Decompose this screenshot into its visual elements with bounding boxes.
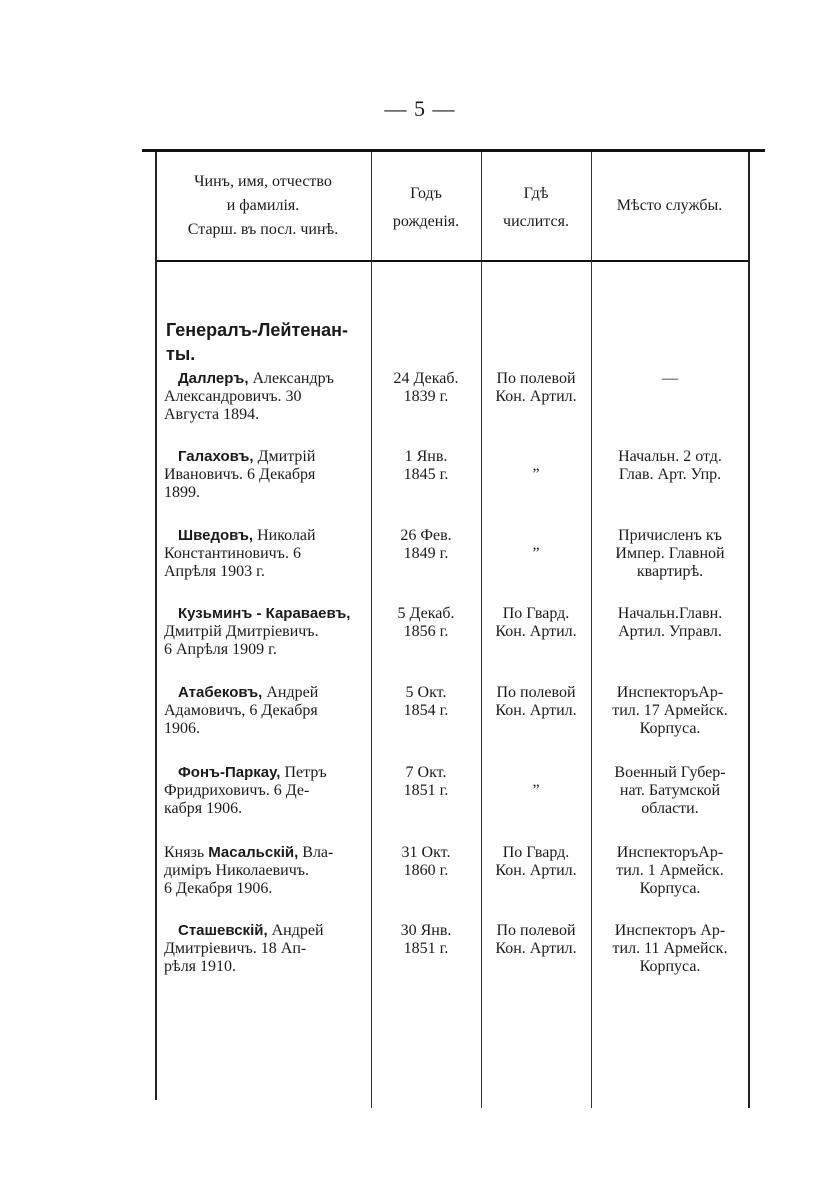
officer-name: Князь Масальскій, Вла- диміръ Николаевичъ. 6 Декабря 1906.	[164, 844, 334, 897]
officer-name: Кузьминъ - Караваевъ, Дмитрій Дмитріевичъ. 6 Апрѣля 1909 г.	[164, 605, 351, 658]
page-number: — 5 —	[384, 96, 456, 121]
table-row	[0, 605, 840, 675]
birth-year: 5 Декаб. 1856 г.	[397, 605, 455, 640]
officer-name: Фонъ-Паркау, Петръ Фридриховичъ. 6 Де- кабря 1906.	[164, 764, 327, 817]
place-of-service: ИнспекторъАр- тил. 1 Армейск. Корпуса.	[616, 844, 724, 897]
officer-name: Галаховъ, Дмитрій Ивановичъ. 6 Декабря 1899.	[164, 448, 316, 501]
birth-year: 30 Янв. 1851 г.	[400, 922, 452, 957]
place-of-service: Военный Губер- нат. Батумской области.	[614, 764, 726, 817]
header-listed-where: Гдѣ числится.	[503, 185, 569, 230]
officer-name: Шведовъ, Николай Константиновичъ. 6 Апрѣля 1903 г.	[164, 527, 316, 580]
place-of-service: Начальн. 2 отд. Глав. Арт. Упр.	[618, 448, 722, 483]
birth-year: 7 Окт. 1851 г.	[403, 764, 449, 799]
ditto-mark: „	[532, 773, 540, 790]
table-row	[0, 764, 840, 834]
header-rank-name: Чинъ, имя, отчество и фамилія. Старш. въ посл. чинѣ.	[187, 173, 339, 238]
birth-year: 31 Окт. 1860 г.	[401, 844, 451, 879]
table-row	[0, 370, 840, 440]
table-row	[0, 684, 840, 754]
header-place-of-service: Мѣсто службы.	[616, 197, 723, 214]
table-row	[0, 448, 840, 518]
listed-where: По Гвард. Кон. Артил.	[495, 605, 577, 640]
place-of-service: Причисленъ къ Импер. Главной квартирѣ.	[615, 527, 725, 580]
place-of-service: Начальн.Главн. Артил. Управл.	[617, 605, 723, 640]
table-row	[0, 527, 840, 597]
header-bottom-rule	[155, 260, 748, 262]
place-of-service: Инспекторъ Ар- тил. 11 Армейск. Корпуса.	[612, 922, 728, 975]
table-top-rule	[142, 149, 765, 152]
ditto-mark: „	[532, 457, 540, 474]
listed-where: По полевой Кон. Артил.	[495, 370, 577, 405]
listed-where: По Гвард. Кон. Артил.	[495, 844, 577, 879]
birth-year: 5 Окт. 1854 г.	[403, 684, 449, 719]
officer-name: Даллеръ, Александръ Александровичъ. 30 Августа 1894.	[164, 370, 334, 423]
officer-name: Сташевскій, Андрей Дмитріевичъ. 18 Ап- рѣля 1910.	[164, 922, 324, 975]
officer-name: Атабековъ, Андрей Адамовичъ, 6 Декабря 1906.	[164, 684, 319, 737]
listed-where: По полевой Кон. Артил.	[495, 922, 577, 957]
birth-year: 24 Декаб. 1839 г.	[393, 370, 459, 405]
birth-year: 26 Фев. 1849 г.	[400, 527, 452, 562]
birth-year: 1 Янв. 1845 г.	[403, 448, 449, 483]
section-title: Генералъ-Лейтенан- ты.	[166, 320, 349, 364]
table-row	[0, 844, 840, 914]
header-birth-year: Годъ рожденія.	[392, 185, 460, 230]
place-of-service: ИнспекторъАр- тил. 17 Армейск. Корпуса.	[612, 684, 728, 737]
place-of-service: —	[662, 370, 678, 387]
listed-where: По полевой Кон. Артил.	[495, 684, 577, 719]
table-row	[0, 922, 840, 992]
ditto-mark: „	[532, 536, 540, 553]
